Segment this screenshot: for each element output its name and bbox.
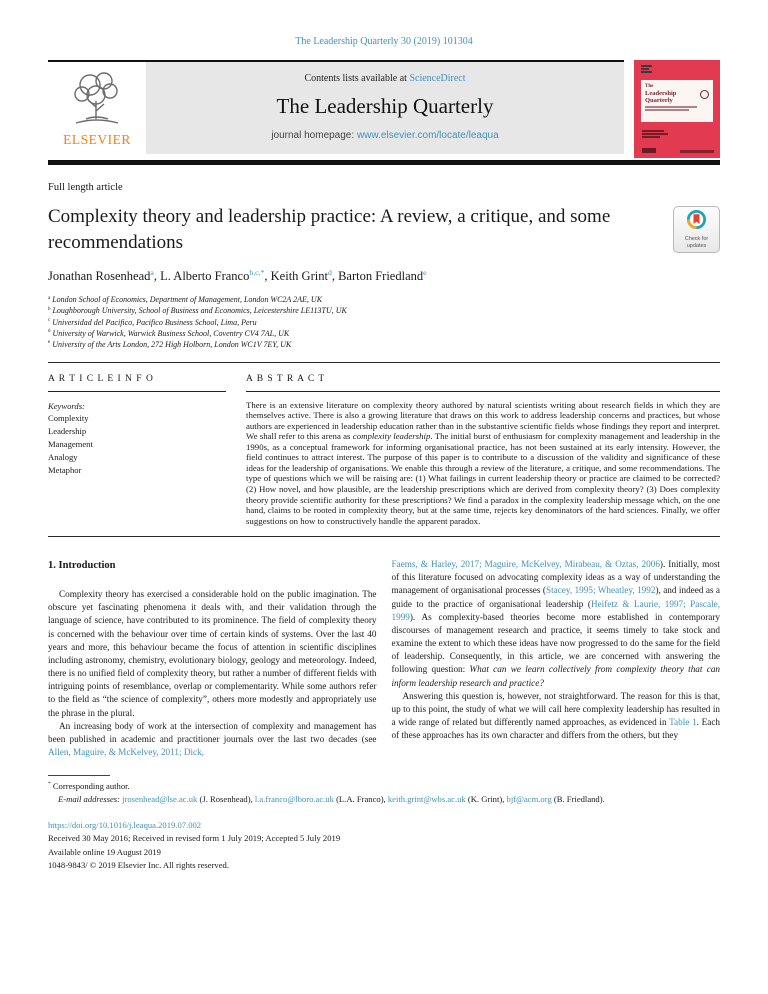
author-name: , L. Alberto Franco xyxy=(153,269,250,284)
affiliation-text: University of the Arts London, 272 High Holborn, London WC1V 7EY, UK xyxy=(52,339,292,349)
text-segment: (L.A. Franco), xyxy=(333,794,388,805)
text-segment: . Each of these approaches has its own character and differs from the others, but they xyxy=(391,717,720,741)
elsevier-logo xyxy=(48,62,146,154)
body-paragraph xyxy=(392,690,721,743)
text-segment: There is an extensive literature on complexity theory authored by natural scientists writing about research fields in which they are themselves active. There is also a growing literature that draws on this work to address leadership concerns and practices, but whose authors are experienced in leadership education rather than in the substantive scientific fields whose findings they report and interpret. We shall refer to this arena as xyxy=(246,399,720,442)
homepage-label: journal homepage: xyxy=(271,130,357,141)
email-link[interactable]: jrosenhead@lse.ac.uk xyxy=(122,794,198,805)
text-segment: Answering this question is, however, not straightforward. The reason for this is that, up to this point, the study of what we will call here complexity leadership has resulted in a wide range of related but differently named approaches, as evidenced in xyxy=(391,690,720,728)
journal-citation-header: The Leadership Quarterly 30 (2019) 101304 xyxy=(295,36,473,47)
author-affil-ref: e xyxy=(423,268,427,278)
article-body xyxy=(48,558,720,759)
affiliation-text: London School of Economics, Department of Management, London WC2A 2AE, UK xyxy=(52,295,323,305)
text-segment: Corresponding author. xyxy=(50,781,130,792)
affiliation-item xyxy=(48,305,720,316)
text-segment: E-mail addresses: xyxy=(58,794,123,805)
contents-text: Contents lists available at xyxy=(304,73,410,84)
article-info-section xyxy=(48,363,246,527)
cover-subtitle-bar xyxy=(645,106,697,108)
body-column-right xyxy=(392,558,721,759)
journal-cover-thumbnail xyxy=(634,60,720,158)
text-segment: ), and indeed as a guide to the practice of organisational leadership ( xyxy=(391,585,720,609)
text-segment: Complexity theory has exercised a considerable hold on the public imagination. The obscure yet fascinating phenomena it deals with, and their validation through the language of science, have contributed to its prominence. The field of complexity theory is concerned with the behaviour over time of certain kinds of systems. Over the last 40 years and more, this behaviour became the focus of attention in scientific disciplines including astronomy, chemistry, evolutionary biology, geology and meteorology. Indeed, there is no unified field of complexity theory, but rather a number of different fields with intriguing points of resemblance, overlap or complementarity. While some authors refer to the field as “the science of complexity”, others more modestly and appropriately use the phrase in the plural. xyxy=(48,589,377,718)
abstract-text xyxy=(246,400,720,527)
article-type-label: Full length article xyxy=(48,182,123,193)
email-link[interactable]: keith.grint@wbs.ac.uk xyxy=(387,794,466,805)
affiliation-list xyxy=(48,294,720,349)
text-segment: (K. Grint), xyxy=(465,794,507,805)
masthead-left xyxy=(48,60,624,154)
text-segment: ). As complexity-based theories become more established in contemporary discourses of management research and practice, it seems timely to take stock and examine the extent to which these ideas have now progressed to do the same for the field of leadership. Consequently, in this article, we are concerned with answering the following question: xyxy=(391,611,720,675)
cover-publisher-mark xyxy=(641,65,652,74)
divider xyxy=(246,391,720,392)
contents-lists-line xyxy=(154,73,616,84)
email-link[interactable]: l.a.franco@lboro.ac.uk xyxy=(254,794,334,805)
homepage-url-link[interactable]: www.elsevier.com/locate/leaqua xyxy=(356,130,499,141)
keywords-label: Keywords: xyxy=(48,400,85,411)
affiliation-item xyxy=(48,328,720,339)
corresponding-author-note xyxy=(48,780,720,793)
text-segment: . The initial burst of enthusiasm for complexity management and leadership in the 1990s, as a conceptual framework for informing organisational practice, has not been sustained at its early intensity. However, the field continues to attract interest. The purpose of this paper is to contribute to a discussion of the validity and significance of these ideas for the leadership of organisations. We enable this through a review of the literature, a critique, and some recommendations. The type of questions which we will be raising are: (1) What failings in current leadership theory or practice are claimed to be corrected? (2) How novel, and how plausible, are the leadership prescriptions which are derived from complexity theory? (3) Does complexity theory provide scientific authority for these prescriptions? We find a paradox in the complexity leadership message which, on the one hand, claims to be rooted in complexity theory, but at the same time, rejects key denominators of the hard sciences. Finally, we offer suggestions on how to constructively handle the apparent paradox. xyxy=(246,431,720,526)
intro-paragraph xyxy=(48,588,377,720)
keyword-item: Metaphor xyxy=(48,465,82,476)
affiliation-marker: a xyxy=(48,295,51,301)
keyword-item: Analogy xyxy=(48,452,78,463)
body-column-left xyxy=(48,558,377,759)
title-row xyxy=(48,204,720,255)
citation-link[interactable]: Stacey, 1995; Wheatley, 1992 xyxy=(545,585,656,596)
text-segment: * xyxy=(48,781,51,788)
author-name: Jonathan Rosenhead xyxy=(48,269,151,284)
table-1-link[interactable]: Table 1 xyxy=(669,717,697,728)
citation-link[interactable]: Faems, & Harley, 2017; Maguire, McKelvey, Mirabeau, & Oztas, 2006 xyxy=(391,559,660,570)
cover-issue-lines xyxy=(642,130,668,139)
cover-logo-circle xyxy=(700,90,709,99)
crossmark-icon xyxy=(686,209,707,235)
footnote-block xyxy=(48,775,720,806)
keyword-item: Management xyxy=(48,439,93,450)
check-for-updates-label: Check for updates xyxy=(684,236,709,249)
keywords-block xyxy=(48,400,226,477)
available-online-line: Available online 19 August 2019 xyxy=(48,846,161,857)
issn-copyright-line: 1048-9843/ © 2019 Elsevier Inc. All rights reserved. xyxy=(48,859,229,870)
journal-homepage-line xyxy=(154,130,616,141)
affiliation-text: Universidad del Pacifico, Pacifico Business School, Lima, Peru xyxy=(52,317,257,327)
intro-paragraph xyxy=(48,720,377,759)
masthead-divider-bar xyxy=(48,160,720,165)
cover-subtitle-bar xyxy=(645,109,689,111)
divider xyxy=(48,391,226,392)
footnote-rule xyxy=(48,775,110,776)
cover-title-line2: Leadership xyxy=(645,90,677,97)
text-segment: (B. Friedland). xyxy=(551,794,605,805)
divider xyxy=(48,536,720,537)
journal-title: The Leadership Quarterly xyxy=(276,94,494,118)
affiliation-text: Loughborough University, School of Business and Economics, Leicestershire LE113TU, UK xyxy=(52,306,347,316)
sciencedirect-link[interactable]: ScienceDirect xyxy=(409,73,466,84)
info-abstract-section xyxy=(48,363,720,527)
abstract-heading: A B S T R A C T xyxy=(246,373,326,384)
author-affil-ref: b,c,* xyxy=(249,268,265,278)
affiliation-marker: d xyxy=(48,328,51,334)
elsevier-wordmark: ELSEVIER xyxy=(63,132,131,147)
cover-title-line3: Quarterly xyxy=(645,97,673,105)
article-metadata-block xyxy=(48,819,720,872)
journal-masthead xyxy=(48,60,720,158)
check-for-updates-badge[interactable] xyxy=(673,206,720,253)
affiliation-text: University of Warwick, Warwick Business School, Coventry CV4 7AL, UK xyxy=(52,328,290,338)
affiliation-item xyxy=(48,339,720,350)
text-segment: ). Initially, most of this literature focused on advocating complexity ideas as a way of understanding the management of organisational processes ( xyxy=(391,559,720,596)
cover-title-line1: The xyxy=(645,84,654,89)
article-info-heading: A R T I C L E I N F O xyxy=(48,373,154,384)
text-segment: An increasing body of work at the intersection of complexity and management has been published in academic and practitioner journals over the last two decades (see xyxy=(48,720,377,744)
cover-title-panel xyxy=(641,80,713,122)
keyword-item: Leadership xyxy=(48,426,87,437)
body-paragraph xyxy=(392,558,721,690)
intro-heading: 1. Introduction xyxy=(48,560,116,572)
email-link[interactable]: bjf@acm.org xyxy=(506,794,552,805)
author-affil-ref: d xyxy=(327,268,332,278)
keyword-item: Complexity xyxy=(48,413,89,424)
affiliation-marker: e xyxy=(48,339,51,345)
text-segment: (J. Rosenhead), xyxy=(197,794,255,805)
citation-link[interactable]: Heifetz & Laurie, 1997; Pascale, 1999 xyxy=(391,598,721,622)
authors-line xyxy=(48,268,720,284)
article-title: Complexity theory and leadership practice: A review, a critique, and some recommendations xyxy=(48,206,611,253)
doi-link[interactable]: https://doi.org/10.1016/j.leaqua.2019.07.002 xyxy=(48,819,202,830)
affiliation-item xyxy=(48,317,720,328)
email-addresses-line xyxy=(48,793,720,806)
author-affil-ref: a xyxy=(150,268,154,278)
received-dates-line: Received 30 May 2016; Received in revised form 1 July 2019; Accepted 5 July 2019 xyxy=(48,833,341,844)
affiliation-marker: c xyxy=(48,317,51,323)
author-name: , Barton Friedland xyxy=(331,269,424,284)
affiliation-item xyxy=(48,294,720,305)
text-segment: complexity leadership xyxy=(352,431,431,442)
cover-footer-marks xyxy=(642,148,714,153)
citation-link[interactable]: Allen, Maguire, & McKelvey, 2011; Dick, xyxy=(48,747,204,758)
affiliation-marker: b xyxy=(48,306,51,312)
elsevier-tree-icon xyxy=(66,67,128,131)
journal-banner xyxy=(146,62,624,154)
abstract-section xyxy=(246,363,720,527)
author-name: , Keith Grint xyxy=(264,269,328,284)
text-segment: What can we learn collectively from complexity theory that can inform leadership research and practice? xyxy=(391,664,721,688)
